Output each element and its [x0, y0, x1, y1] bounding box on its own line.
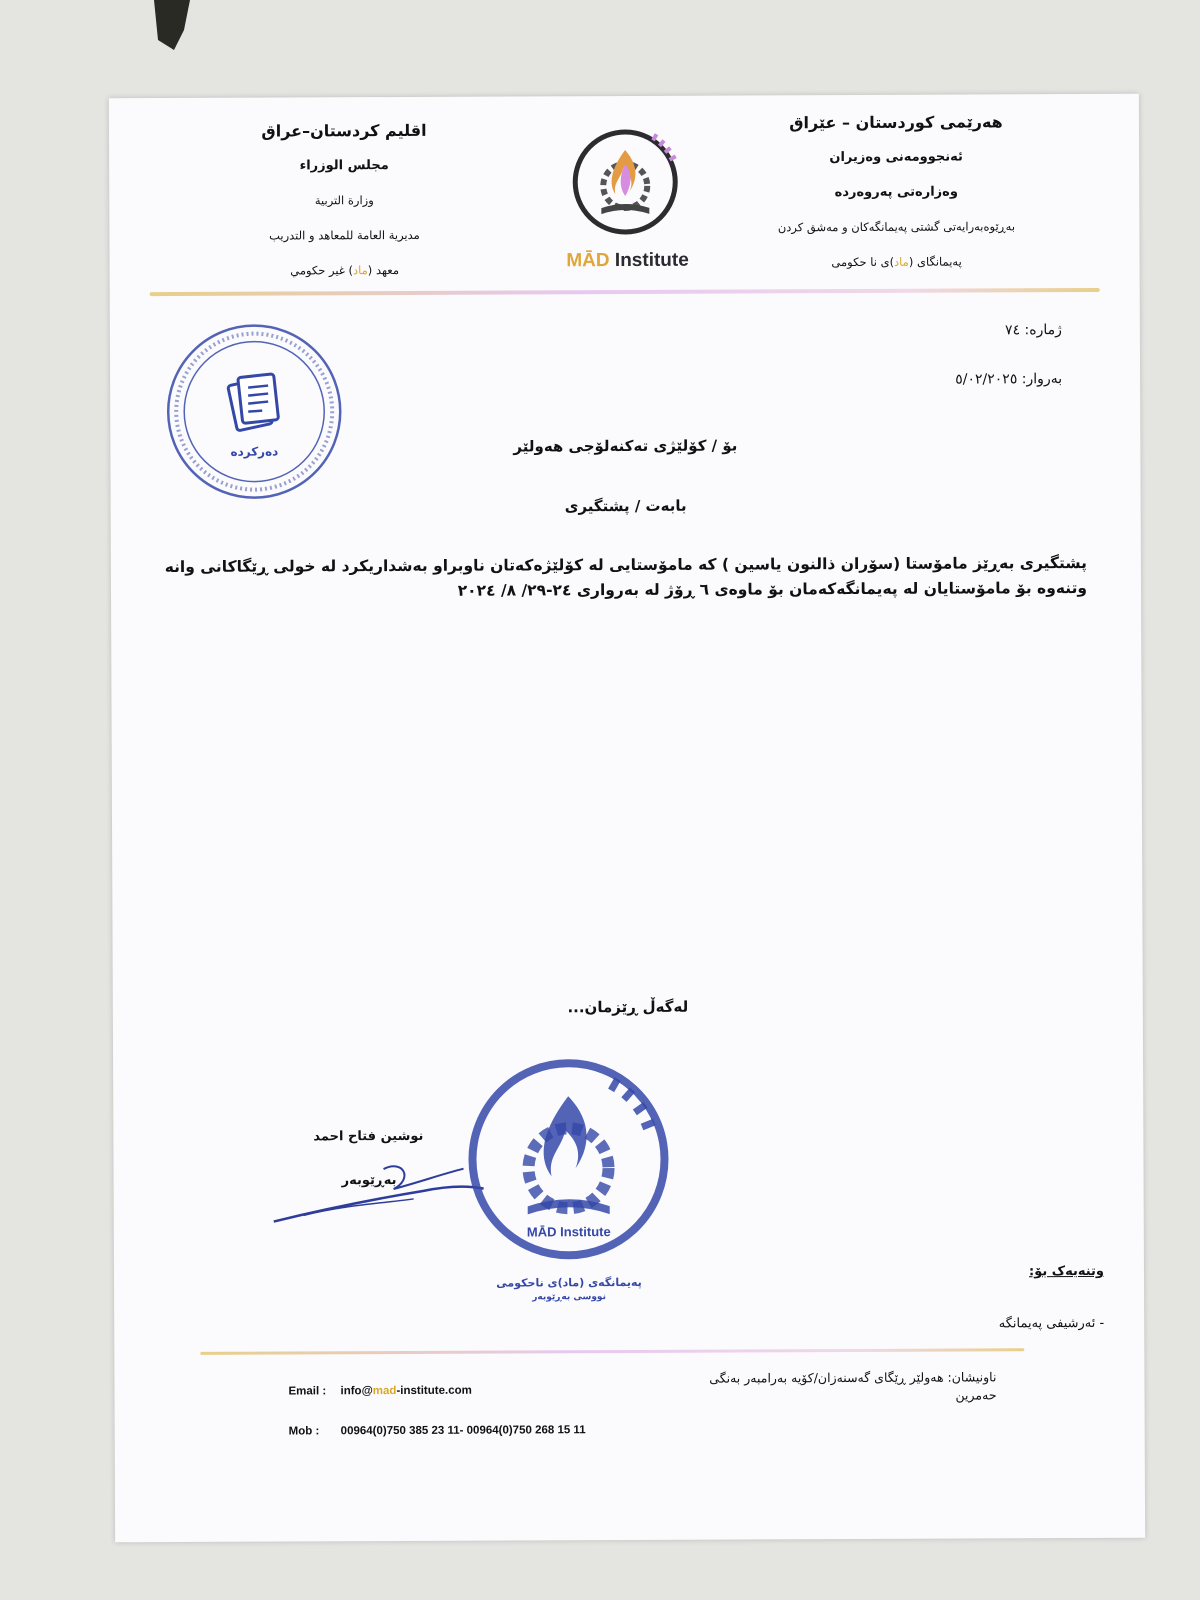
letter-date-label: بەروار: — [1021, 371, 1063, 388]
institute-logo — [547, 120, 708, 273]
institute-seal-caption — [469, 1276, 669, 1305]
header-institute-ar-prefix: معهد ( — [367, 262, 400, 278]
header-arabic — [219, 113, 470, 289]
header-council: ئەنجوومەنی وەزیران — [829, 149, 963, 166]
header-ministry: وەزارەتی پەروەردە — [834, 184, 958, 201]
received-stamp-label: دەرکردە — [230, 444, 279, 459]
tape-mark — [150, 0, 190, 50]
footer-email-mad: mad — [372, 1385, 397, 1398]
footer-mobile-label: Mob : — [288, 1425, 320, 1438]
reference-number — [1005, 322, 1062, 338]
footer-email-label: Email : — [288, 1385, 327, 1398]
header-divider — [150, 288, 1100, 296]
footer-email-prefix: info@ — [340, 1385, 373, 1398]
logo-wordmark — [548, 250, 708, 273]
letter-date-value: ٥/٠٢/٢٠٢٥ — [955, 371, 1018, 388]
cc-item: - ئەرشیفی پەیمانگە — [998, 1315, 1105, 1332]
letter-body: پشتگیری بەڕێز مامۆستا (سۆران ذالنون یاسین ) کە مامۆستایی لە کۆلێژەکەتان ناوبراو بەشداریکرد لە خولی ڕێگاکانی وانە وتنەوە بۆ مامۆستایان لە پەیمانگەکەمان بۆ ماوەی ٦ ڕۆژ لە بەرواری ٢٤-٢٩/ ٨/ ٢٠٢٤ — [164, 553, 1088, 600]
logo-emblem-icon — [567, 120, 688, 241]
received-stamp — [162, 319, 347, 504]
footer-address — [676, 1368, 996, 1405]
footer-address-line2: حەمرین — [955, 1387, 997, 1403]
header-directorate: بەڕێوەبەرایەتی گشتی پەیمانگەکان و مەشق کردن — [777, 219, 1016, 235]
seal-caption-line2: نووسی بەڕێوبەر — [532, 1292, 606, 1303]
header-institute-mad: ماد — [894, 254, 909, 269]
header-ministry-ar: وزارة التربية — [314, 193, 374, 208]
header-institute-prefix: پەیمانگای ( — [908, 254, 962, 269]
header-institute-suffix: )ی نا حکومی — [831, 254, 895, 270]
logo-wordmark-accent: MĀD — [566, 250, 610, 272]
header-institute-ar-suffix: ) غير حكومي — [290, 263, 354, 278]
header-directorate-ar: مديرية العامة للمعاهد و التدريب — [269, 227, 420, 243]
header-institute-ar-mad: ماد — [352, 263, 368, 278]
signer-role: بەڕێوبەر — [341, 1173, 397, 1189]
reference-number-label: ژمارە: — [1024, 322, 1062, 339]
footer-email-suffix: -institute.com — [396, 1384, 472, 1398]
cc-title: وتنەیەک بۆ: — [1028, 1263, 1105, 1280]
subject-line: بابەت / پشتگیری — [564, 496, 687, 516]
recipient-line: بۆ / کۆلێژی تەکنەلۆجی هەولێر — [513, 436, 738, 456]
header-institute-ar — [220, 253, 470, 289]
footer-divider — [200, 1348, 1024, 1355]
footer-mobile-value: 00964(0)750 385 23 11- 00964(0)750 268 15 11 — [340, 1424, 586, 1438]
header-region-ar: اقليم كردستان–عراق — [261, 120, 427, 141]
footer-email — [288, 1385, 471, 1398]
header-kurdish — [731, 104, 1062, 280]
footer-mobile — [289, 1424, 586, 1437]
seal-caption-line1: پەیمانگەی (ماد)ی ناحکومی — [496, 1275, 642, 1290]
signer-name: نوشين فتاح احمد — [313, 1128, 424, 1145]
letter-page — [109, 94, 1145, 1542]
footer-address-line1: ناونیشان: هەولێر ڕێگای گەسنەزان/کۆیە بەرامبەر بەنگی — [709, 1369, 997, 1386]
institute-seal-wordmark: MĀD Institute — [526, 1224, 611, 1240]
logo-wordmark-main: Institute — [609, 249, 689, 272]
header-council-ar: مجلس الوزراء — [299, 158, 389, 174]
closing-regards: لەگەڵ ڕێزمان... — [567, 997, 689, 1017]
header-region: هەرێمی کوردستان – عێراق — [789, 112, 1003, 133]
letter-date — [955, 371, 1062, 387]
institute-seal — [465, 1056, 672, 1263]
reference-number-value: ٧٤ — [1004, 322, 1021, 339]
header-institute — [732, 244, 1062, 280]
